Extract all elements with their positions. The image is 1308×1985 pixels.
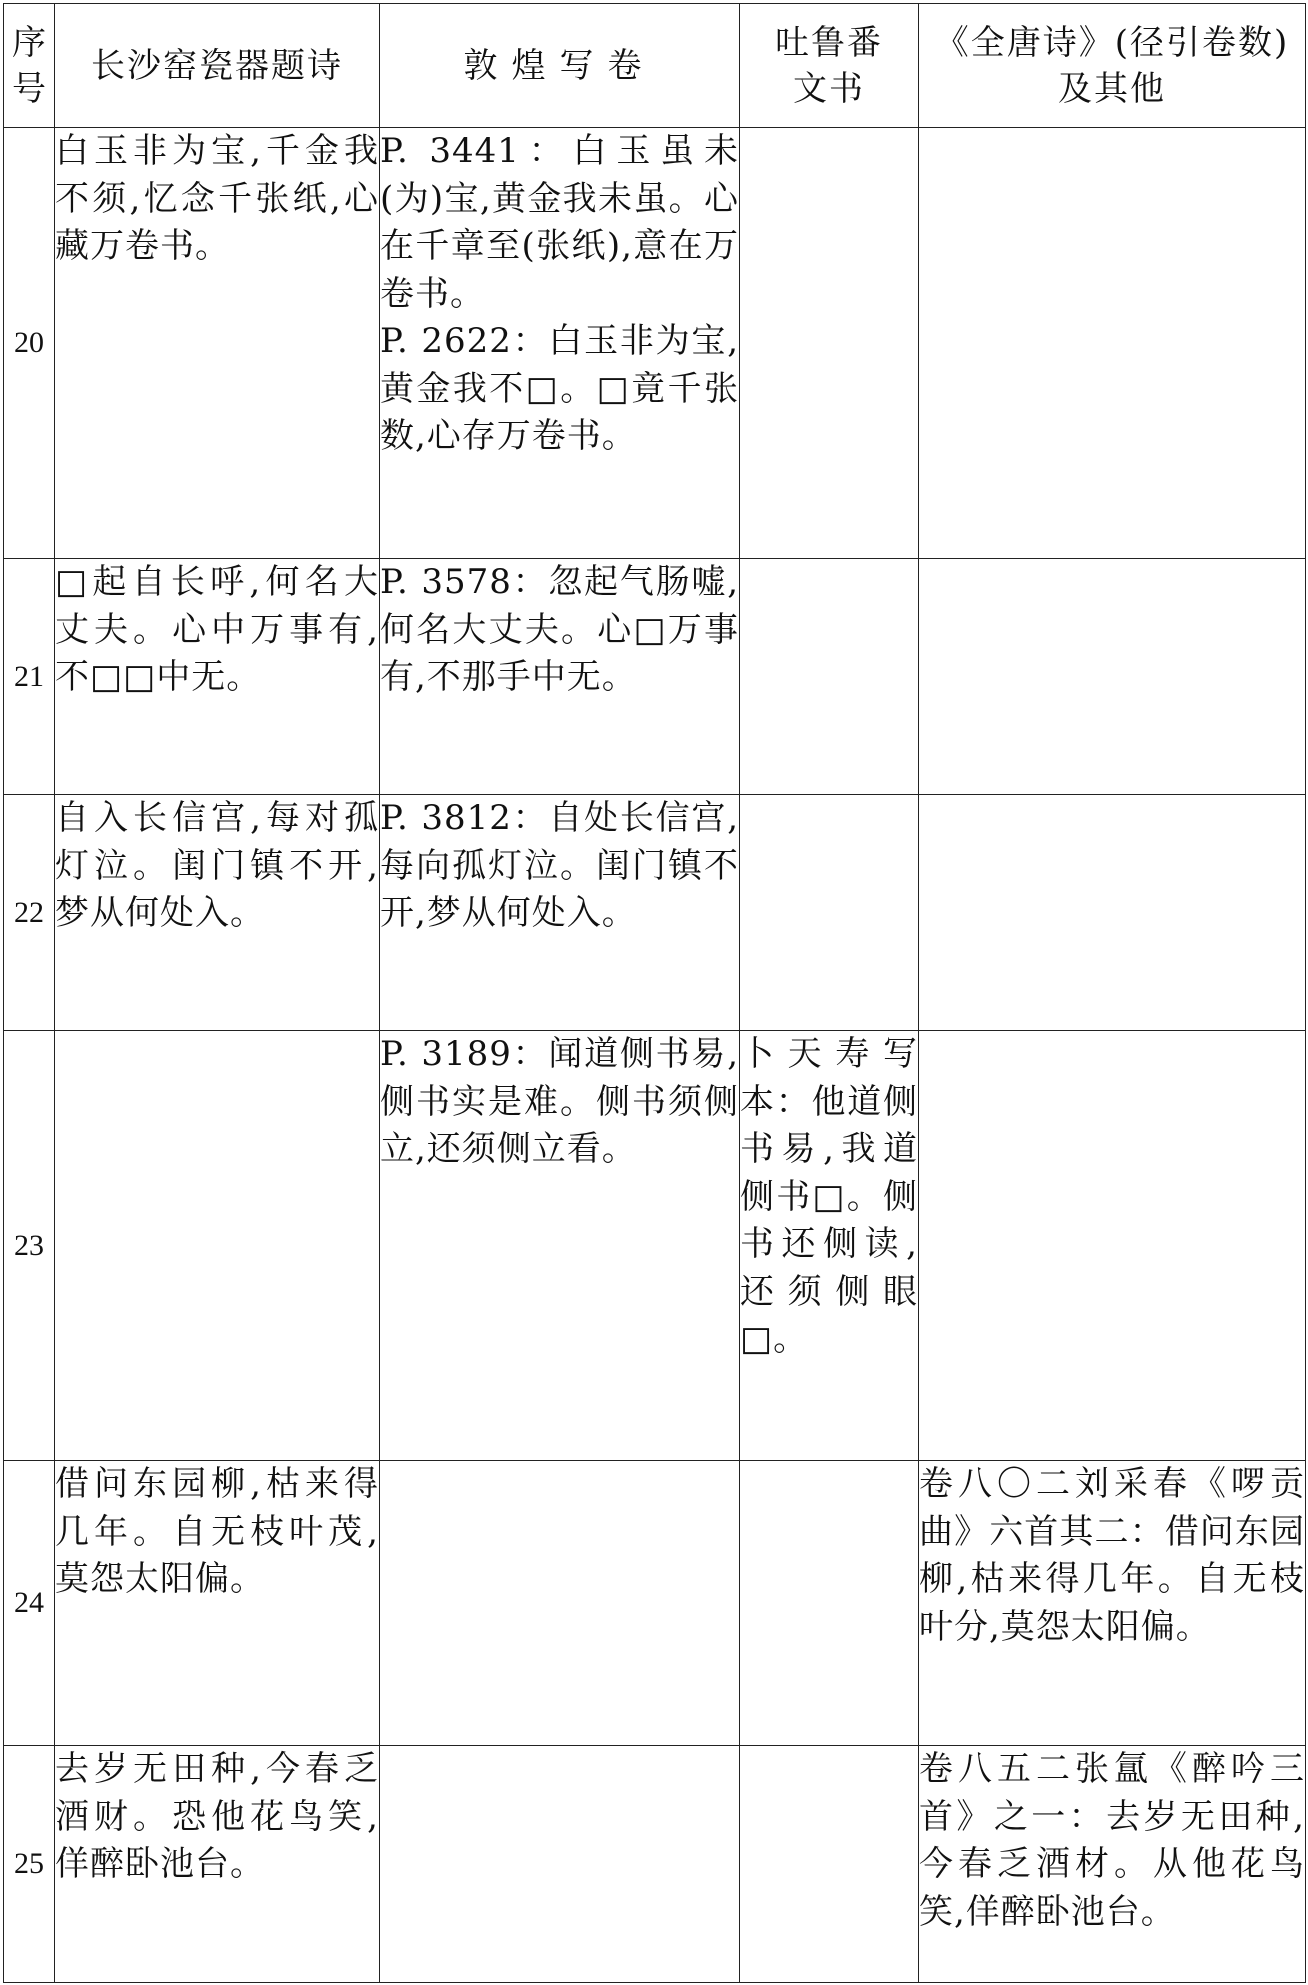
turfan-cell — [740, 795, 919, 1031]
dunhuang-cell — [380, 1461, 740, 1746]
turfan-cell — [740, 1031, 919, 1461]
header-dunhuang — [380, 4, 740, 128]
dunhuang-cell — [380, 1746, 740, 1983]
turfan-cell — [740, 559, 919, 795]
turfan-cell — [740, 1461, 919, 1746]
quantangshi-cell — [919, 1031, 1306, 1461]
header-quantangshi — [919, 4, 1306, 128]
quantangshi-cell — [919, 559, 1306, 795]
dunhuang-text: P. 3812：自处长信宫,每向孤灯泣。闺门镇不开,梦从何处入。 — [380, 798, 739, 933]
seq-cell: 21 — [4, 559, 55, 795]
header-changsha-label: 长沙窑瓷器题诗 — [91, 45, 343, 86]
changsha-text: 白玉非为宝,千金我不须,忆念千张纸,心藏万卷书。 — [55, 131, 379, 266]
seq-cell: 23 — [4, 1031, 55, 1461]
header-turfan — [740, 4, 919, 128]
dunhuang-cell — [380, 1031, 740, 1461]
table-row — [4, 559, 1306, 795]
seq-cell: 20 — [4, 128, 55, 559]
seq-cell: 24 — [4, 1461, 55, 1746]
header-seq — [4, 4, 55, 128]
seq-cell: 25 — [4, 1746, 55, 1983]
changsha-cell — [55, 1031, 380, 1461]
changsha-cell — [55, 559, 380, 795]
table-header — [4, 4, 1306, 128]
dunhuang-text: P. 3189：闻道侧书易,侧书实是难。侧书须侧立,还须侧立看。 — [380, 1034, 739, 1169]
dunhuang-cell — [380, 559, 740, 795]
table-body — [4, 128, 1306, 1983]
changsha-text: 去岁无田种,今春乏酒财。恐他花鸟笑,佯醉卧池台。 — [55, 1749, 379, 1884]
table-row — [4, 795, 1306, 1031]
turfan-cell — [740, 1746, 919, 1983]
changsha-text: 自入长信宫,每对孤灯泣。闺门镇不开,梦从何处入。 — [55, 798, 379, 933]
quantangshi-cell — [919, 1461, 1306, 1746]
changsha-cell — [55, 1746, 380, 1983]
quantangshi-cell — [919, 1746, 1306, 1983]
dunhuang-text: P. 3441：白玉虽未(为)宝,黄金我未虽。心在千章至(张纸),意在万卷书。 P. 2622：白玉非为宝,黄金我不□。□竟千张数,心存万卷书。 — [380, 131, 739, 456]
changsha-text: □起自长呼,何名大丈夫。心中万事有,不□□中无。 — [55, 562, 379, 697]
quantangshi-text: 卷八五二张氲《醉吟三首》之一：去岁无田种,今春乏酒材。从他花鸟笑,佯醉卧池台。 — [919, 1749, 1305, 1932]
dunhuang-cell — [380, 795, 740, 1031]
table-row — [4, 1746, 1306, 1983]
quantangshi-text: 卷八〇二刘采春《啰贡曲》六首其二：借问东园柳,枯来得几年。自无枝叶分,莫怨太阳偏。 — [919, 1464, 1305, 1647]
changsha-text: 借问东园柳,枯来得几年。自无枝叶茂,莫怨太阳偏。 — [55, 1464, 379, 1599]
header-row — [4, 4, 1306, 128]
turfan-text: 卜天寿写本：他道侧书易,我道侧书□。侧书还侧读,还须侧眼□。 — [740, 1034, 918, 1359]
changsha-cell — [55, 795, 380, 1031]
poem-comparison-table — [3, 3, 1306, 1983]
header-turfan-label: 吐鲁番 文书 — [775, 22, 883, 109]
header-changsha — [55, 4, 380, 128]
seq-cell: 22 — [4, 795, 55, 1031]
header-quantangshi-label: 《全唐诗》(径引卷数) 及其他 — [934, 22, 1290, 109]
table-row — [4, 1031, 1306, 1461]
quantangshi-cell — [919, 795, 1306, 1031]
changsha-cell — [55, 128, 380, 559]
quantangshi-cell — [919, 128, 1306, 559]
dunhuang-cell — [380, 128, 740, 559]
table-row — [4, 1461, 1306, 1746]
changsha-cell — [55, 1461, 380, 1746]
turfan-cell — [740, 128, 919, 559]
header-dunhuang-label: 敦煌写卷 — [463, 45, 656, 86]
table-row — [4, 128, 1306, 559]
header-seq-label: 序 号 — [12, 22, 46, 109]
dunhuang-text: P. 3578：忽起气肠嘘,何名大丈夫。心□万事有,不那手中无。 — [380, 562, 739, 697]
